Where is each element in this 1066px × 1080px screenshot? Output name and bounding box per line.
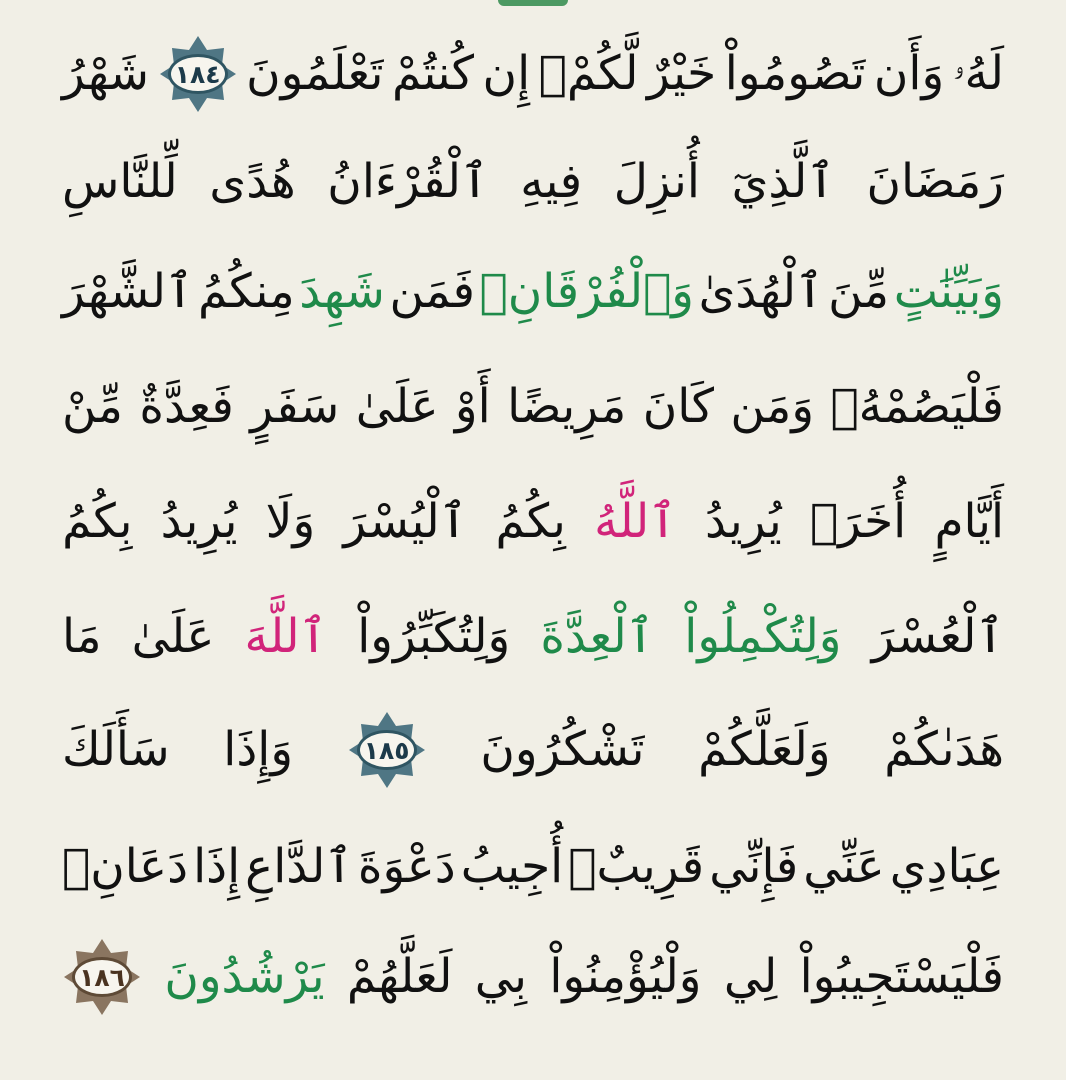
verse-line-2: [62, 130, 1004, 234]
word: ٱلْعُسْرَ: [871, 608, 1004, 664]
word: ٱلْهُدَىٰ: [698, 263, 824, 319]
ayah-number: ١٨٤: [174, 59, 221, 89]
word: قَرِيبٌۖ: [568, 838, 705, 894]
word: وَأَن: [873, 45, 945, 101]
word: ٱلْقُرْءَانُ: [327, 153, 489, 209]
word: وَلَعَلَّكُمْ: [698, 721, 831, 777]
word: فِيهِ: [520, 153, 583, 209]
word: فَعِدَّةٌ: [139, 378, 234, 434]
word: فَإِنِّي: [709, 838, 799, 894]
verse-line-1: [62, 22, 1004, 126]
word: سَأَلَكَ: [62, 721, 170, 777]
word: فَمَن: [389, 263, 475, 319]
word: لِّلنَّاسِ: [62, 153, 178, 209]
word: لَهُۥ: [952, 45, 1004, 101]
word: أُخَرَۗ: [809, 493, 907, 549]
word: شَهْرُ: [62, 45, 150, 101]
word: وَبَيِّنَٰتٍ: [893, 263, 1004, 319]
word: وَٱلْفُرْقَانِۚ: [479, 263, 694, 319]
word: تَشْكُرُونَ: [480, 721, 645, 777]
word: عَلَىٰ: [355, 378, 439, 434]
ayah-number: ١٨٥: [363, 735, 410, 765]
ayah-number: ١٨٦: [79, 962, 125, 992]
word: وَلْيُؤْمِنُواْ: [549, 948, 702, 1004]
verse-line-9: [62, 925, 1004, 1029]
verse-line-5: [62, 470, 1004, 574]
word: خَيْرٌ: [646, 45, 717, 101]
word: عَلَىٰ: [131, 608, 215, 664]
verse-line-6: [62, 585, 1004, 689]
word: وَمَن: [730, 378, 815, 434]
word: ٱلدَّاعِ: [245, 838, 353, 894]
word: ٱلَّذِيٓ: [731, 153, 835, 209]
ayah-number-marker: [347, 710, 427, 790]
word: هَدَىٰكُمْ: [884, 721, 1004, 777]
verse-line-8: [62, 815, 1004, 919]
word: دَعَانِۖ: [62, 838, 189, 894]
word: تَصُومُواْ: [724, 45, 866, 101]
word: يُرِيدُ: [704, 493, 782, 549]
word: يَرْشُدُونَ: [164, 948, 325, 1004]
word: كَانَ: [642, 378, 714, 434]
word: فَلْيَصُمْهُۖ: [830, 378, 1004, 434]
word: شَهِدَ: [299, 263, 385, 319]
word: لَّكُمْۖ: [538, 45, 639, 101]
word: ٱلشَّهْرَ: [62, 263, 194, 319]
word: وَلِتُكْمِلُواْ: [684, 608, 842, 664]
word: مِّنْ: [62, 378, 123, 434]
word: أَوْ: [454, 378, 491, 434]
word: لَعَلَّهُمْ: [346, 948, 453, 1004]
word: مِّنَ: [828, 263, 890, 319]
word: إِن: [482, 45, 531, 101]
word: عِبَادِي: [889, 838, 1004, 894]
verse-line-3: [62, 240, 1004, 344]
verse-line-4: [62, 355, 1004, 459]
divine-name: ٱللَّهُ: [594, 493, 677, 549]
word: أُجِيبُ: [460, 838, 564, 894]
word: وَإِذَا: [223, 721, 294, 777]
word: ٱلْيُسْرَ: [343, 493, 468, 549]
word: يُرِيدُ: [160, 493, 238, 549]
divine-name: ٱللَّهَ: [244, 608, 328, 664]
word: بِي: [474, 948, 527, 1004]
word: فَلْيَسْتَجِيبُواْ: [799, 948, 1004, 1004]
word: مِنكُمُ: [198, 263, 295, 319]
word: مَرِيضًا: [507, 378, 627, 434]
word: ٱلْعِدَّةَ: [540, 608, 655, 664]
word: عَنِّي: [803, 838, 885, 894]
word: دَعْوَةَ: [357, 838, 456, 894]
word: أَيَّامٍ: [934, 493, 1004, 549]
word: سَفَرٍ: [250, 378, 340, 434]
word: لِي: [723, 948, 778, 1004]
page-top-ornament: [498, 0, 568, 6]
word: هُدًى: [209, 153, 296, 209]
word: كُنتُمْ: [391, 45, 474, 101]
word: وَلَا: [265, 493, 316, 549]
word: تَعْلَمُونَ: [246, 45, 384, 101]
ayah-number-marker: [158, 34, 238, 114]
word: إِذَا: [193, 838, 241, 894]
word: رَمَضَانَ: [866, 153, 1004, 209]
word: مَا: [62, 608, 102, 664]
word: بِكُمُ: [495, 493, 566, 549]
word: وَلِتُكَبِّرُواْ: [357, 608, 511, 664]
ayah-number-marker: [62, 937, 142, 1017]
verse-line-7: [62, 698, 1004, 802]
word: أُنزِلَ: [613, 153, 700, 209]
word: بِكُمُ: [62, 493, 133, 549]
